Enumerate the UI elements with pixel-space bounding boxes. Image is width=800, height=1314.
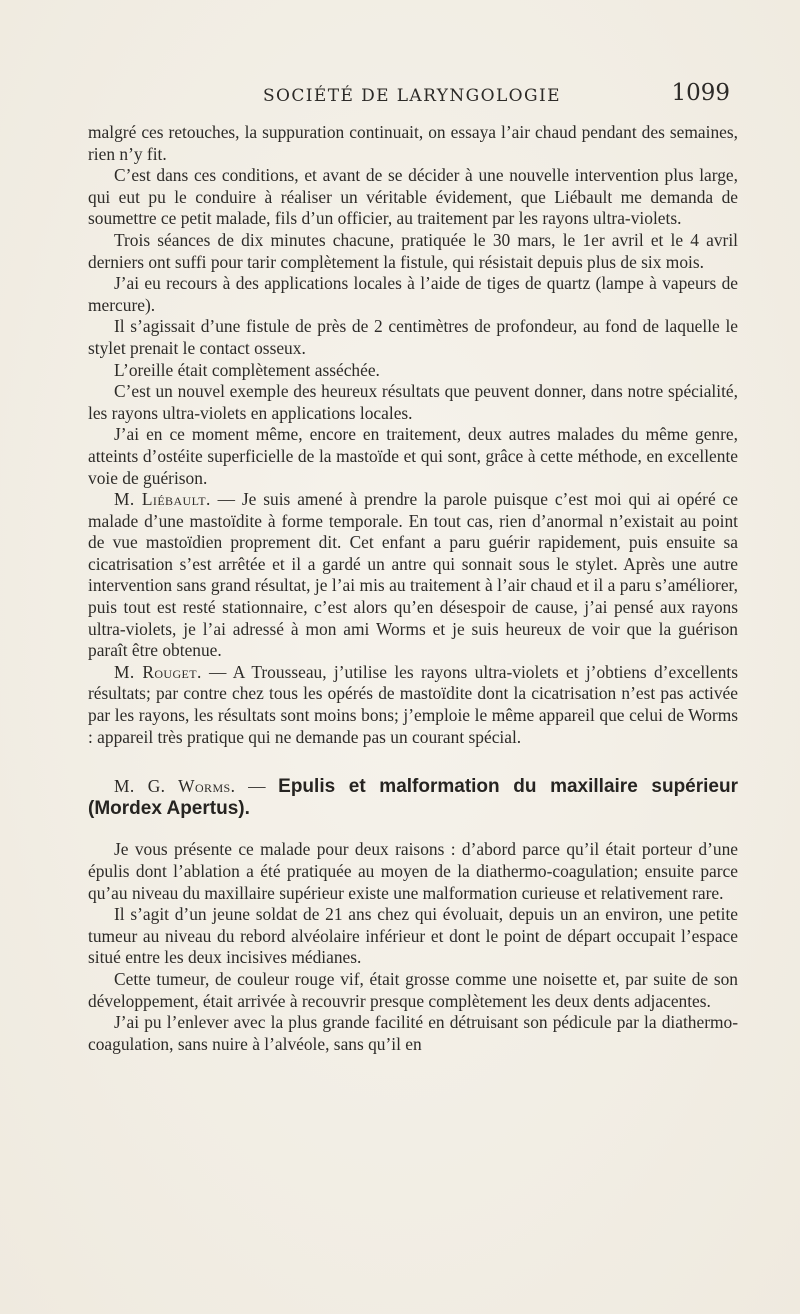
body-text (88, 122, 738, 1055)
paragraph: Je vous présente ce malade pour deux raisons : d’abord parce qu’il était porteur d’une épulis dont l’ablation a été pratiquée au moyen de la diathermo-coagulation; ensuite parce qu’au niveau du maxillaire supérieur existe une malformation curieuse et relativement rare. (88, 839, 738, 903)
page-header (88, 82, 740, 112)
paragraph: Cette tumeur, de couleur rouge vif, était grosse comme une noisette et, par suite de son développement, était arrivée à recouvrir presque complètement les deux dents adjacentes. (88, 968, 738, 1011)
paragraph: J’ai pu l’enlever avec la plus grande facilité en détruisant son pédicule par la diathermo-coagulation, sans nuire à l’alvéole, sans qu’il en (88, 1012, 738, 1054)
discussion-text: — Je suis amené à prendre la parole puisque c’est moi qui ai opéré ce malade d’une mastoïdite à forme temporale. En tout cas, rien d’anormal n’existait au point de vue mastoïdien proprement dit. Cet enfant a paru guérir rapidement, puis ensuite sa cicatrisation s’est arrêtée et il a gardé un antre qui sonnait sous le stylet. Après une autre intervention sans grand résultat, je l’ai mis au traitement à l’air chaud et il a paru s’améliorer, puis tout est resté stationnaire, c’est alors qu’en désespoir de cause, j’ai pensé aux rayons ultra-violets, je l’ai adressé à mon ami Worms et je suis heureux de voir que la guérison paraît être obtenue. (88, 489, 738, 661)
discussion-text: — A Trousseau, j’utilise les rayons ultra-violets et j’obtiens d’excellents résultats; par contre chez tous les opérés de mastoïdite dont la cicatrisation n’est pas activée par les rayons, les résultats sont moins bons; j’emploie le même appareil que celui de Worms : appareil très pratique qui ne demande pas un courant spécial. (88, 661, 738, 747)
discussion-paragraph (88, 662, 738, 748)
paragraph: Il s’agissait d’une fistule de près de 2 centimètres de profondeur, au fond de laquelle le stylet prenait le contact osseux. (88, 316, 738, 358)
section-author: M. G. Worms. (114, 776, 236, 797)
paragraph: J’ai eu recours à des applications locales à l’aide de tiges de quartz (lampe à vapeurs de mercure). (88, 273, 738, 315)
paragraph: L’oreille était complètement asséchée. (114, 359, 380, 380)
section-heading (88, 776, 738, 819)
speaker-name: M. Rouget. (114, 661, 202, 682)
speaker-name: M. Liébault. (114, 489, 211, 510)
paragraph: Trois séances de dix minutes chacune, pratiquée le 30 mars, le 1er avril et le 4 avril derniers ont suffi pour tarir complètement la fistule, qui résistait depuis plus de six mois. (88, 229, 738, 272)
running-title: SOCIÉTÉ DE LARYNGOLOGIE (263, 86, 561, 106)
paragraph: Il s’agit d’un jeune soldat de 21 ans chez qui évoluait, depuis un an environ, une petite tumeur au niveau du rebord alvéolaire inférieur et dont le point de départ occupait l’espace situé entre les deux incisives médianes. (88, 904, 738, 968)
paragraph: C’est un nouvel exemple des heureux résultats que peuvent donner, dans notre spécialité, les rayons ultra-violets en applications locales. (88, 381, 738, 423)
page-number: 1099 (671, 80, 730, 106)
paragraph: J’ai en ce moment même, encore en traitement, deux autres malades du même genre, atteints d’ostéite superficielle de la mastoïde et qui sont, grâce à cette méthode, en excellente voie de guérison. (88, 424, 738, 488)
section-dash: — (248, 776, 266, 797)
discussion-paragraph (88, 489, 738, 662)
paragraph: C’est dans ces conditions, et avant de se décider à une nouvelle intervention plus large, qui eut pu le conduire à réaliser un véritable évidement, que Liébault me demanda de soumettre ce petit malade, fils d’un officier, au traitement par les rayons ultra-violets. (88, 165, 738, 229)
paragraph: malgré ces retouches, la suppuration continuait, on essaya l’air chaud pendant des semaines, rien n’y fit. (88, 122, 738, 164)
section-title: Epulis et malformation du maxillaire supérieur (Mordex Apertus). (88, 776, 738, 819)
